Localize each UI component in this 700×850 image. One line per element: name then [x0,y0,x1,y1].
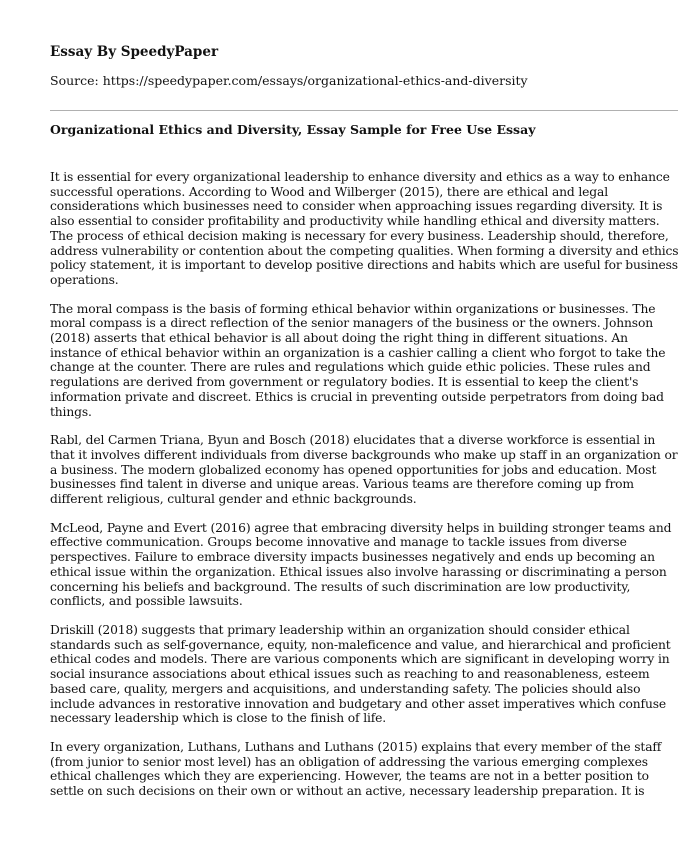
essay-body [50,170,682,813]
divider [50,110,678,111]
paragraph: McLeod, Payne and Evert (2016) agree that embracing diversity helps in building stronger teams and effective communication. Groups become innovative and manage to tackle issues from diverse perspectives. Failure to embrace diversity impacts businesses negatively and ends up becoming an ethical issue within the organization. Ethical issues also involve harassing or discriminating a person concerning his beliefs and background. The results of such discrimination are low productivity, conflicts, and possible lawsuits. [50,520,672,609]
essay-title: Organizational Ethics and Diversity, Essay Sample for Free Use Essay [50,122,536,137]
source-line: Source: https://speedypaper.com/essays/organizational-ethics-and-diversity [50,73,528,88]
paragraph: It is essential for every organizational leadership to enhance diversity and ethics as a way to enhance successful operations. According to Wood and Wilberger (2015), there are ethical and legal considerations which businesses need to consider when approaching issues regarding diversity. It is also essential to consider profitability and productivity while handling ethical and diversity matters. The process of ethical decision making is necessary for every business. Leadership should, therefore, address vulnerability or contention about the competing qualities. When forming a diversity and ethics policy statement, it is important to develop positive directions and habits which are useful for business operations. [50,170,679,287]
paragraph: Rabl, del Carmen Triana, Byun and Bosch (2018) elucidates that a diverse workforce is essential in that it involves different individuals from diverse backgrounds who make up staff in an organization or a business. The modern globalized economy has opened opportunities for jobs and education. Most businesses find talent in diverse and unique areas. Various teams are therefore coming up from different religious, cultural gender and ethnic backgrounds. [50,433,678,507]
paragraph: In every organization, Luthans, Luthans and Luthans (2015) explains that every member of the staff (from junior to senior most level) has an obligation of addressing the various emerging complexes ethical challenges which they are experiencing. However, the teams are not in a better position to settle on such decisions on their own or without an active, necessary leadership preparation. It is [50,739,662,799]
header-title: Essay By SpeedyPaper [50,44,219,60]
paragraph: Driskill (2018) suggests that primary leadership within an organization should consider ethical standards such as self-governance, equity, non-maleficence and value, and hierarchical and proficient ethical codes and models. There are various components which are significant in developing worry in social insurance associations about ethical issues such as reaching to and reasonableness, esteem based care, quality, mergers and acquisitions, and understanding safety. The policies should also include advances in restorative innovation and budgetary and other asset imperatives which confuse necessary leadership which is close to the finish of life. [50,622,671,726]
paragraph: The moral compass is the basis of forming ethical behavior within organizations or businesses. The moral compass is a direct reflection of the senior managers of the business or the owners. Johnson (2018) asserts that ethical behavior is all about doing the right thing in different situations. An instance of ethical behavior within an organization is a cashier calling a client who forgot to take the change at the counter. There are rules and regulations which guide ethic policies. These rules and regulations are derived from government or regulatory bodies. It is essential to keep the client's information private and discreet. Ethics is crucial in preventing outside perpetrators from doing bad things. [50,301,666,419]
